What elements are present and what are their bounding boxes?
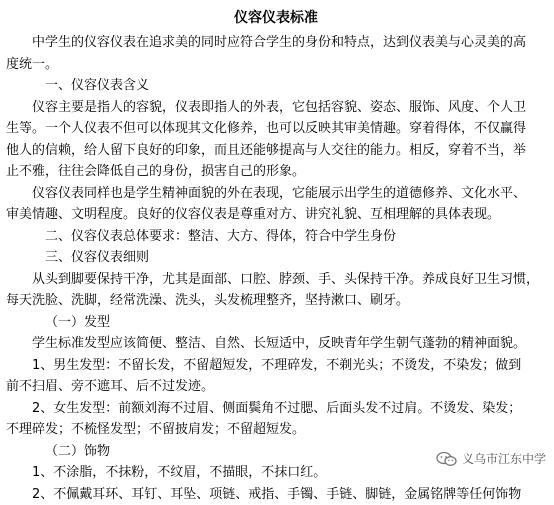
section-heading: 二、仪容仪表总体要求：整洁、大方、得体，符合中学生身份 <box>6 226 546 248</box>
text-line: 中学生的仪容仪表在追求美的同时应符合学生的身份和特点，达到仪表美与心灵美的高 <box>6 32 546 54</box>
text-line: 他人的信赖，给人留下良好的印象，而且还能够提高与人交往的能力。相反，穿着不当，举 <box>6 140 546 162</box>
wechat-icon <box>436 451 458 467</box>
text-line: 仪容仪表同样也是学生精神面貌的外在表现，它能展示出学生的道德修养、文化水平、 <box>6 183 546 205</box>
text-line: 度统一。 <box>6 54 546 76</box>
text-line: 2、女生发型：前额刘海不过眉、侧面鬓角不过腮、后面头发不过肩。不烫发、染发； <box>6 398 546 420</box>
text-line: 学生标准发型应该简便、整洁、自然、长短适中，反映青年学生朝气蓬勃的精神面貌。 <box>6 333 546 355</box>
watermark-text: 义乌市江东中学 <box>462 450 546 467</box>
section-heading: 三、仪容仪表细则 <box>6 247 546 269</box>
text-line: 从头到脚要保持干净，尤其是面部、口腔、脖颈、手、头保持干净。养成良好卫生习惯， <box>6 269 546 291</box>
text-line: 止不雅，往往会降低自己的身份，损害自己的形象。 <box>6 161 546 183</box>
text-line: 审美情趣、文明程度。良好的仪容仪表是尊重对方、讲究礼貌、互相理解的具体表现。 <box>6 204 546 226</box>
text-line: 每天洗脸、洗脚，经常洗澡、洗头，头发梳理整齐，坚持漱口、刷牙。 <box>6 290 546 312</box>
text-line: 前不扫眉、旁不遮耳、后不过发迹。 <box>6 376 546 398</box>
subsection-heading: （一）发型 <box>6 312 546 334</box>
watermark <box>434 449 548 468</box>
subsection-heading: （二）饰物 <box>6 441 546 463</box>
page-title: 仪容仪表标准 <box>6 6 546 30</box>
section-heading: 一、仪容仪表含义 <box>6 75 546 97</box>
text-line: 不理碎发；不梳怪发型；不留披肩发；不留超短发。 <box>6 419 546 441</box>
text-line: 生等。一个人仪表不但可以体现其文化修养，也可以反映其审美情趣。穿着得体，不仅赢得 <box>6 118 546 140</box>
text-line: 2、不佩戴耳环、耳钉、耳坠、项链、戒指、手镯、手链、脚链，金属铭牌等任何饰物 <box>6 484 546 505</box>
text-line: 1、男生发型：不留长发，不留超短发，不理碎发，不剃光头；不烫发，不染发；做到 <box>6 355 546 377</box>
text-line: 仪容主要是指人的容貌，仪表即指人的外表，它包括容貌、姿态、服饰、风度、个人卫 <box>6 97 546 119</box>
text-line: 1、不涂脂，不抹粉，不纹眉，不描眼，不抹口红。 <box>6 462 546 484</box>
